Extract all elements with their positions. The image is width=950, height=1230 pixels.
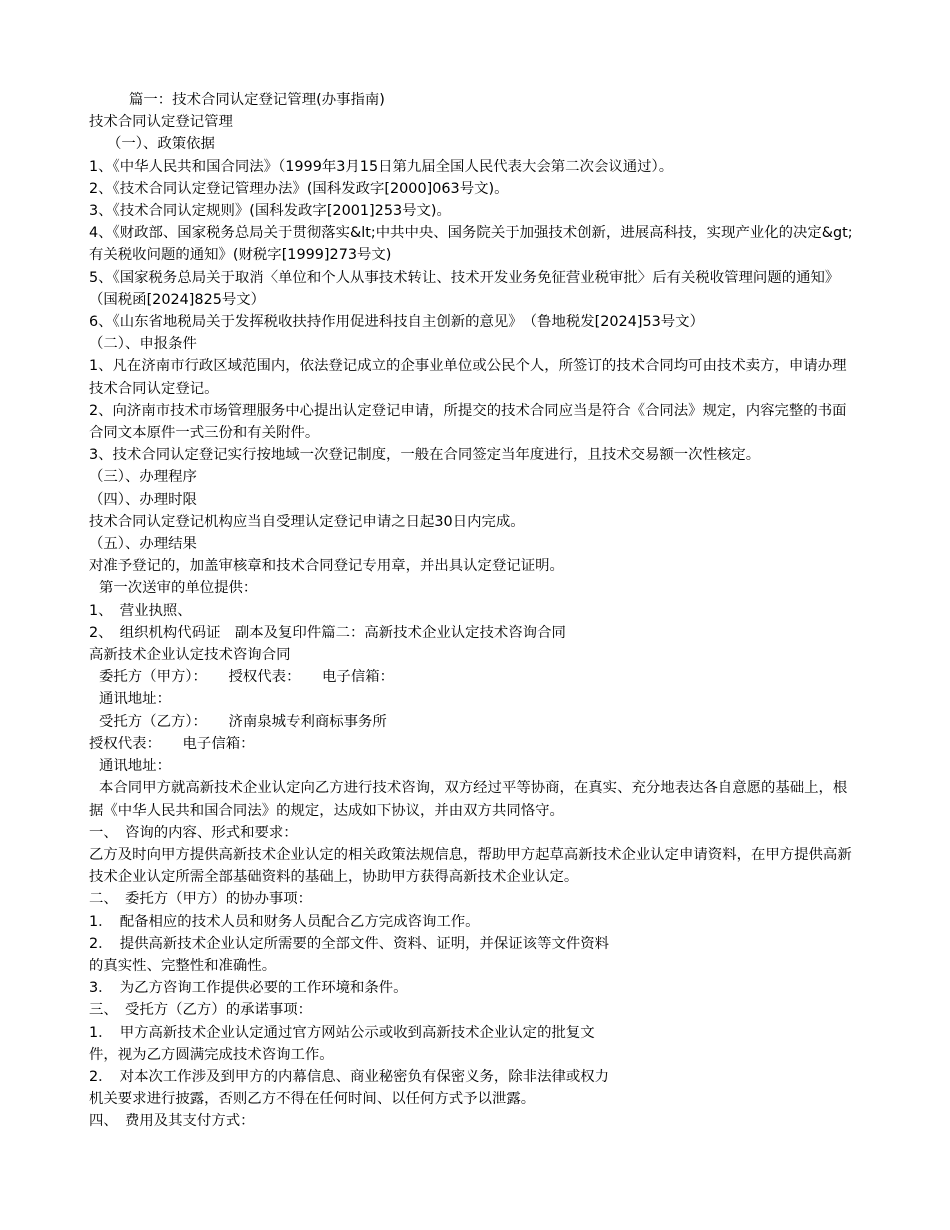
policy-item-6: 6、《山东省地税局关于发挥税收扶持作用促进科技自主创新的意见》 （鲁地税发[2024]53号文）: [89, 314, 704, 331]
clause-2-heading: 二、 委托方（甲方）的协办事项：: [89, 891, 313, 908]
clause-1-heading: 一、 咨询的内容、形式和要求：: [89, 824, 298, 841]
subheading-time-limit: （四）、办理时限: [89, 491, 197, 508]
subheading-policy-basis: （一）、政策依据: [107, 136, 215, 153]
policy-item-4: 4、《财政部、国家税务总局关于贯彻落实&lt;中共中央、国务院关于加强技术创新，进展高科技，实现产业化的决定&gt;有关税收问题的通知》(财税字[1999]273号文): [89, 225, 853, 264]
condition-item-2: 2、向济南市技术市场管理服务中心提出认定登记申请，所提交的技术合同应当是符合《合同法》规定，内容完整的书面合同文本原件一式三份和有关附件。: [89, 402, 847, 442]
policy-item-2: 2、《技术合同认定登记管理办法》(国科发政字[2000]063号文)。: [89, 180, 509, 197]
first-submission-text: 第一次送审的单位提供：: [99, 580, 258, 597]
document-body: [89, 89, 859, 1133]
clause-2-item-1: 1． 配备相应的技术人员和财务人员配合乙方完成咨询工作。: [89, 913, 480, 930]
clause-3-item-1: 1． 甲方高新技术企业认定通过官方网站公示或收到高新技术企业认定的批复文: [89, 1024, 595, 1041]
condition-item-3: 3、技术合同认定登记实行按地域一次登记制度，一般在合同签定当年度进行，且技术交易额一次性核定。: [89, 447, 761, 464]
section-title-part1: 篇一：技术合同认定登记管理(办事指南): [129, 92, 385, 108]
policy-item-3: 3、《技术合同认定规则》(国科发政字[2001]253号文)。: [89, 203, 451, 220]
subheading-procedure: （三）、办理程序: [89, 469, 197, 486]
clause-2-item-3: 3． 为乙方咨询工作提供必要的工作环境和条件。: [89, 980, 408, 997]
doc-heading: 技术合同认定登记管理: [89, 114, 233, 131]
contract-title: 高新技术企业认定技术咨询合同: [89, 647, 291, 664]
subheading-result: （五）、办理结果: [89, 536, 197, 553]
subheading-conditions: （二）、申报条件: [89, 336, 197, 353]
submission-item-2: 2、 组织机构代码证 副本及复印件篇二：高新技术企业认定技术咨询合同: [89, 624, 566, 641]
time-limit-text: 技术合同认定登记机构应当自受理认定登记申请之日起30日内完成。: [89, 513, 525, 530]
contract-preamble: 本合同甲方就高新技术企业认定向乙方进行技术咨询，双方经过平等协商，在真实、充分地表达各自意愿的基础上，根据《中华人民共和国合同法》的规定，达成如下协议，并由双方共同恪守。: [89, 780, 848, 819]
client-address-line: 通讯地址：: [99, 691, 171, 708]
policy-item-5: 5、《国家税务总局关于取消〈单位和个人从事技术转让、技术开发业务免征营业税审批〉后有关税收管理问题的通知》（国税函[2024]825号文）: [89, 269, 840, 308]
clause-4-heading: 四、 费用及其支付方式：: [89, 1113, 255, 1130]
clause-3-item-2-cont: 机关要求进行披露，否则乙方不得在任何时间、以任何方式予以泄露。: [89, 1091, 536, 1108]
result-text: 对准予登记的，加盖审核章和技术合同登记专用章，并出具认定登记证明。: [89, 558, 564, 575]
clause-3-item-1-cont: 件，视为乙方圆满完成技术咨询工作。: [89, 1046, 334, 1063]
policy-item-1: 1、《中华人民共和国合同法》（1999年3月15日第九届全国人民代表大会第二次会议通过）。: [89, 158, 674, 175]
client-party-line: 委托方（甲方）： 授权代表： 电子信箱：: [99, 669, 394, 686]
clause-3-heading: 三、 受托方（乙方）的承诺事项：: [89, 1002, 313, 1019]
clause-2-item-2-cont: 的真实性、完整性和准确性。: [89, 957, 277, 974]
condition-item-1: 1、凡在济南市行政区域范围内，依法登记成立的企事业单位或公民个人，所签订的技术合同均可由技术卖方，申请办理技术合同认定登记。: [89, 358, 847, 397]
clause-3-item-2: 2． 对本次工作涉及到甲方的内幕信息、商业秘密负有保密义务，除非法律或权力: [89, 1068, 610, 1085]
clause-1-text: 乙方及时向甲方提供高新技术企业认定的相关政策法规信息，帮助甲方起草高新技术企业认定申请资料，在甲方提供高新技术企业认定所需全部基础资料的基础上，协助甲方获得高新技术企业认定。: [89, 846, 852, 886]
contractor-party-line: 受托方（乙方）： 济南泉城专利商标事务所: [99, 713, 387, 730]
contractor-rep-line: 授权代表： 电子信箱：: [89, 735, 255, 752]
contractor-address-line: 通讯地址：: [99, 758, 171, 775]
clause-2-item-2: 2． 提供高新技术企业认定所需要的全部文件、资料、证明，并保证该等文件资料: [89, 935, 610, 952]
submission-item-1: 1、 营业执照、: [89, 602, 192, 619]
